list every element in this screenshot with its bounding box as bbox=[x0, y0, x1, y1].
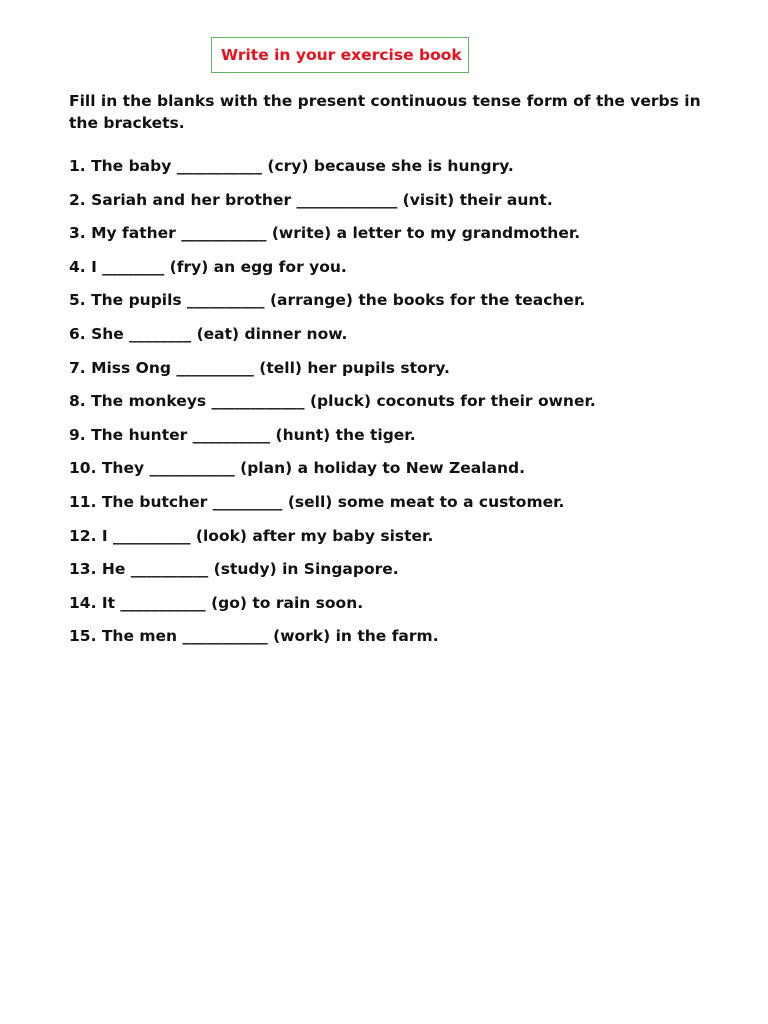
header-title: Write in your exercise book bbox=[221, 46, 462, 64]
exercise-item-9: 9. The hunter __________ (hunt) the tiger. bbox=[69, 425, 416, 444]
exercise-item-12: 12. I __________ (look) after my baby sister. bbox=[69, 526, 434, 545]
exercise-item-8: 8. The monkeys ____________ (pluck) coconuts for their owner. bbox=[69, 392, 596, 411]
exercise-item-15: 15. The men ___________ (work) in the farm. bbox=[69, 627, 439, 646]
exercise-item-6: 6. She ________ (eat) dinner now. bbox=[69, 324, 348, 343]
instructions-text: Fill in the blanks with the present continuous tense form of the verbs in the brackets. bbox=[69, 92, 701, 132]
exercise-item-4: 4. I ________ (fry) an egg for you. bbox=[69, 257, 347, 276]
exercise-item-2: 2. Sariah and her brother _____________ (visit) their aunt. bbox=[69, 190, 553, 209]
exercise-list bbox=[69, 155, 709, 659]
exercise-item-3: 3. My father ___________ (write) a letter to my grandmother. bbox=[69, 224, 581, 243]
exercise-item-10: 10. They ___________ (plan) a holiday to New Zealand. bbox=[69, 459, 525, 478]
header-box bbox=[211, 37, 469, 73]
exercise-item-1: 1. The baby ___________ (cry) because she is hungry. bbox=[69, 157, 514, 175]
exercise-item-11: 11. The butcher _________ (sell) some meat to a customer. bbox=[69, 492, 565, 511]
exercise-item-7: 7. Miss Ong __________ (tell) her pupils story. bbox=[69, 358, 450, 377]
exercise-item-5: 5. The pupils __________ (arrange) the books for the teacher. bbox=[69, 291, 586, 310]
exercise-item-13: 13. He __________ (study) in Singapore. bbox=[69, 560, 399, 579]
exercise-item-14: 14. It ___________ (go) to rain soon. bbox=[69, 593, 364, 612]
